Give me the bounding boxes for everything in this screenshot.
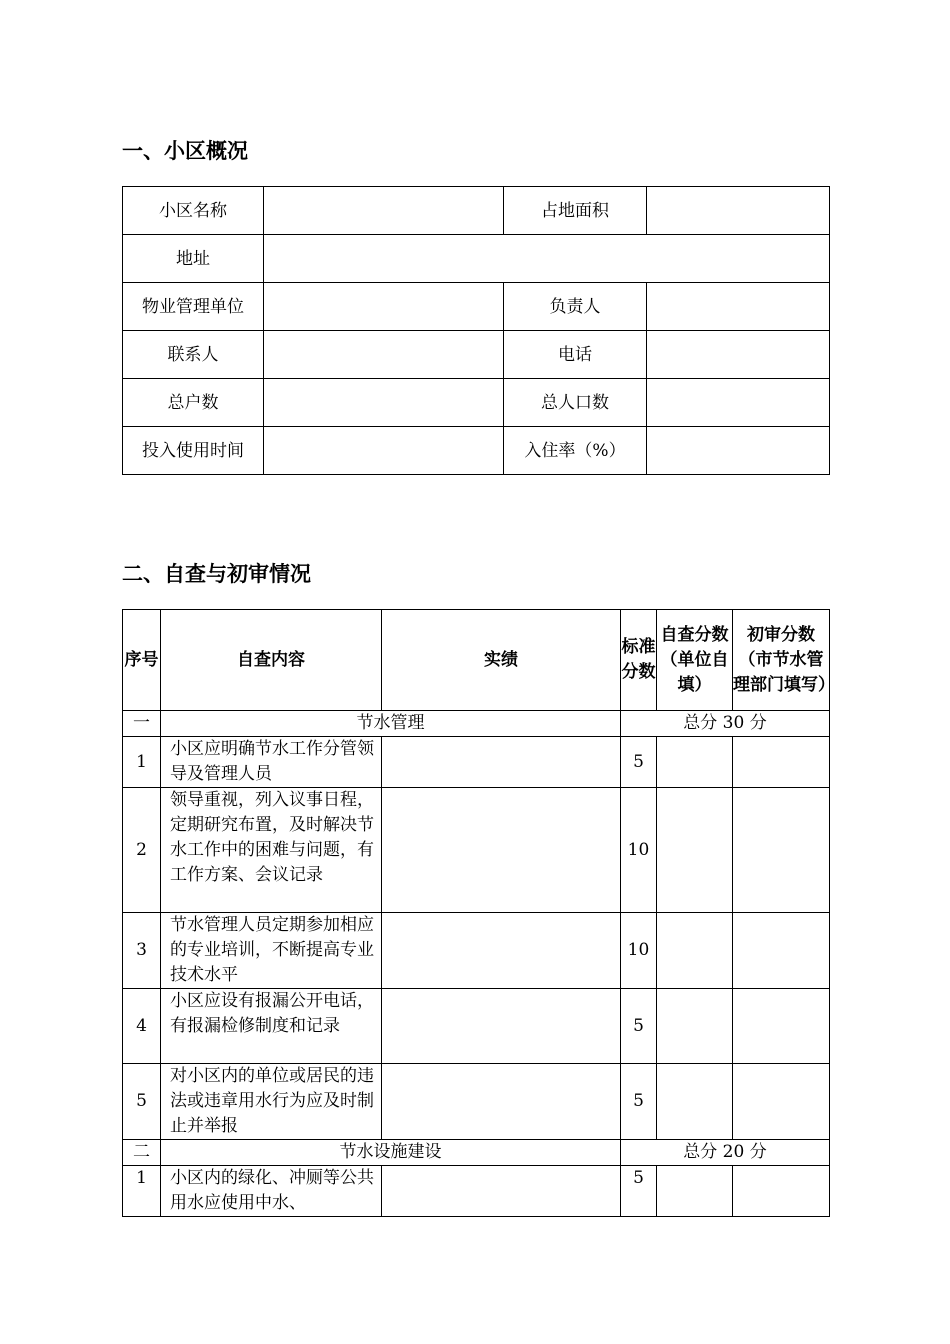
label-property-unit: 物业管理单位 bbox=[123, 283, 264, 331]
value-land-area[interactable] bbox=[647, 187, 830, 235]
item-content: 小区应设有报漏公开电话，有报漏检修制度和记录 bbox=[161, 989, 382, 1064]
value-occupancy-rate[interactable] bbox=[647, 427, 830, 475]
section-total: 总分 20 分 bbox=[621, 1140, 830, 1166]
section-total: 总分 30 分 bbox=[621, 711, 830, 737]
header-standard-score: 标准分数 bbox=[621, 610, 657, 711]
table-row bbox=[123, 1064, 830, 1140]
item-review-score[interactable] bbox=[733, 737, 830, 788]
item-num: 2 bbox=[123, 788, 161, 913]
item-standard-score: 5 bbox=[621, 989, 657, 1064]
info-row bbox=[123, 187, 830, 235]
info-row bbox=[123, 427, 830, 475]
label-person-in-charge: 负责人 bbox=[504, 283, 647, 331]
header-performance: 实绩 bbox=[382, 610, 621, 711]
item-self-score[interactable] bbox=[657, 913, 733, 989]
table-row bbox=[123, 913, 830, 989]
info-row bbox=[123, 235, 830, 283]
item-num: 1 bbox=[123, 1166, 161, 1217]
item-content: 小区内的绿化、冲厕等公共用水应使用中水、 bbox=[161, 1166, 382, 1217]
item-review-score[interactable] bbox=[733, 989, 830, 1064]
section-row bbox=[123, 711, 830, 737]
item-num: 1 bbox=[123, 737, 161, 788]
item-standard-score: 5 bbox=[621, 1166, 657, 1217]
item-performance[interactable] bbox=[382, 788, 621, 913]
header-seq: 序号 bbox=[123, 610, 161, 711]
section-num: 一 bbox=[123, 711, 161, 737]
value-contact[interactable] bbox=[264, 331, 504, 379]
table-row bbox=[123, 737, 830, 788]
item-num: 5 bbox=[123, 1064, 161, 1140]
value-use-date[interactable] bbox=[264, 427, 504, 475]
info-row bbox=[123, 331, 830, 379]
label-population: 总人口数 bbox=[504, 379, 647, 427]
item-performance[interactable] bbox=[382, 1064, 621, 1140]
label-use-date: 投入使用时间 bbox=[123, 427, 264, 475]
label-contact: 联系人 bbox=[123, 331, 264, 379]
item-standard-score: 10 bbox=[621, 913, 657, 989]
label-address: 地址 bbox=[123, 235, 264, 283]
item-standard-score: 10 bbox=[621, 788, 657, 913]
community-info-table bbox=[122, 186, 830, 475]
item-num: 4 bbox=[123, 989, 161, 1064]
label-land-area: 占地面积 bbox=[504, 187, 647, 235]
value-phone[interactable] bbox=[647, 331, 830, 379]
value-person-in-charge[interactable] bbox=[647, 283, 830, 331]
item-performance[interactable] bbox=[382, 989, 621, 1064]
item-content: 小区应明确节水工作分管领导及管理人员 bbox=[161, 737, 382, 788]
item-self-score[interactable] bbox=[657, 737, 733, 788]
value-population[interactable] bbox=[647, 379, 830, 427]
item-performance[interactable] bbox=[382, 913, 621, 989]
info-row bbox=[123, 379, 830, 427]
section-2-title: 二、自查与初审情况 bbox=[122, 562, 311, 586]
self-check-table bbox=[122, 609, 835, 1217]
item-standard-score: 5 bbox=[621, 1064, 657, 1140]
value-households[interactable] bbox=[264, 379, 504, 427]
item-content: 领导重视，列入议事日程，定期研究布置，及时解决节水工作中的困难与问题，有工作方案、会议记录 bbox=[161, 788, 382, 913]
item-self-score[interactable] bbox=[657, 1064, 733, 1140]
header-row bbox=[123, 610, 830, 711]
table-row bbox=[123, 989, 830, 1064]
item-review-score[interactable] bbox=[733, 1064, 830, 1140]
item-self-score[interactable] bbox=[657, 989, 733, 1064]
table-row bbox=[123, 788, 830, 913]
header-content: 自查内容 bbox=[161, 610, 382, 711]
item-num: 3 bbox=[123, 913, 161, 989]
item-self-score[interactable] bbox=[657, 788, 733, 913]
item-review-score[interactable] bbox=[733, 913, 830, 989]
section-row bbox=[123, 1140, 830, 1166]
item-content: 节水管理人员定期参加相应的专业培训，不断提高专业技术水平 bbox=[161, 913, 382, 989]
value-address[interactable] bbox=[264, 235, 830, 283]
value-property-unit[interactable] bbox=[264, 283, 504, 331]
item-review-score[interactable] bbox=[733, 1166, 830, 1217]
item-review-score[interactable] bbox=[733, 788, 830, 913]
item-content: 对小区内的单位或居民的违法或违章用水行为应及时制止并举报 bbox=[161, 1064, 382, 1140]
table-row bbox=[123, 1166, 830, 1217]
section-name: 节水管理 bbox=[161, 711, 621, 737]
label-community-name: 小区名称 bbox=[123, 187, 264, 235]
header-review-score: 初审分数（市节水管理部门填写） bbox=[733, 610, 830, 711]
value-community-name[interactable] bbox=[264, 187, 504, 235]
item-performance[interactable] bbox=[382, 1166, 621, 1217]
item-standard-score: 5 bbox=[621, 737, 657, 788]
info-row bbox=[123, 283, 830, 331]
item-self-score[interactable] bbox=[657, 1166, 733, 1217]
label-phone: 电话 bbox=[504, 331, 647, 379]
section-num: 二 bbox=[123, 1140, 161, 1166]
label-occupancy-rate: 入住率（%） bbox=[504, 427, 647, 475]
label-households: 总户数 bbox=[123, 379, 264, 427]
item-performance[interactable] bbox=[382, 737, 621, 788]
section-1-title: 一、小区概况 bbox=[122, 139, 248, 163]
header-self-score: 自查分数（单位自填） bbox=[657, 610, 733, 711]
section-name: 节水设施建设 bbox=[161, 1140, 621, 1166]
